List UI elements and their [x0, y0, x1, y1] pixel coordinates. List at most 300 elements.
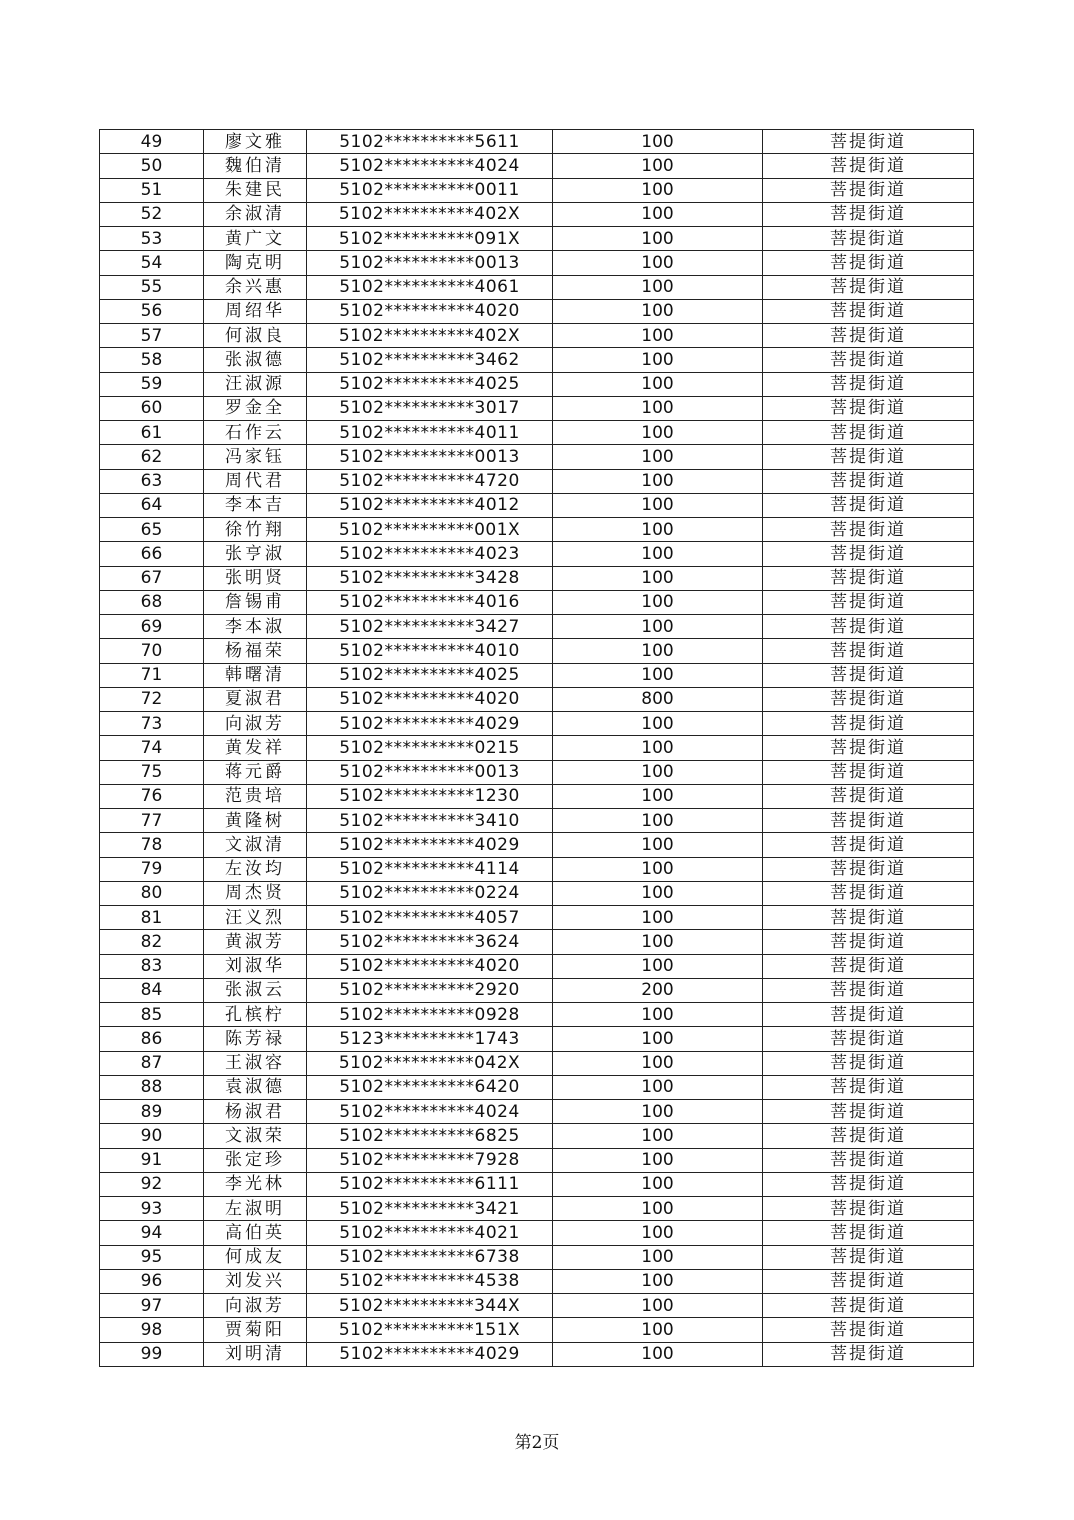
- amount-cell: 100: [553, 130, 763, 154]
- amount-cell: 100: [553, 299, 763, 323]
- name-cell: 贾菊阳: [204, 1318, 307, 1342]
- table-row: [100, 615, 974, 639]
- name-cell: 余淑清: [204, 202, 307, 226]
- amount-cell: 100: [553, 202, 763, 226]
- table-row: [100, 372, 974, 396]
- name-cell: 黄广文: [204, 227, 307, 251]
- street-cell: 菩提街道: [763, 881, 974, 905]
- table-row: [100, 154, 974, 178]
- street-cell: 菩提街道: [763, 493, 974, 517]
- amount-cell: 100: [553, 227, 763, 251]
- row-number-cell: 55: [100, 275, 204, 299]
- table-row: [100, 1342, 974, 1366]
- row-number-cell: 91: [100, 1148, 204, 1172]
- table-row: [100, 1318, 974, 1342]
- id-number-cell: 5102**********4538: [307, 1269, 553, 1293]
- id-number-cell: 5102**********4016: [307, 590, 553, 614]
- row-number-cell: 73: [100, 712, 204, 736]
- amount-cell: 100: [553, 1197, 763, 1221]
- row-number-cell: 89: [100, 1100, 204, 1124]
- table-row: [100, 469, 974, 493]
- name-cell: 廖文雅: [204, 130, 307, 154]
- name-cell: 黄隆树: [204, 809, 307, 833]
- street-cell: 菩提街道: [763, 639, 974, 663]
- row-number-cell: 76: [100, 784, 204, 808]
- amount-cell: 100: [553, 493, 763, 517]
- row-number-cell: 92: [100, 1172, 204, 1196]
- id-number-cell: 5102**********7928: [307, 1148, 553, 1172]
- row-number-cell: 50: [100, 154, 204, 178]
- amount-cell: 100: [553, 445, 763, 469]
- id-number-cell: 5102**********4029: [307, 712, 553, 736]
- street-cell: 菩提街道: [763, 784, 974, 808]
- street-cell: 菩提街道: [763, 663, 974, 687]
- table-row: [100, 518, 974, 542]
- table-row: [100, 1269, 974, 1293]
- table-row: [100, 445, 974, 469]
- row-number-cell: 81: [100, 906, 204, 930]
- table-row: [100, 275, 974, 299]
- table-row: [100, 1027, 974, 1051]
- name-cell: 向淑芳: [204, 712, 307, 736]
- table-row: [100, 809, 974, 833]
- name-cell: 何成友: [204, 1245, 307, 1269]
- id-number-cell: 5102**********0224: [307, 881, 553, 905]
- name-cell: 王淑容: [204, 1051, 307, 1075]
- amount-cell: 100: [553, 1342, 763, 1366]
- table-row: [100, 857, 974, 881]
- street-cell: 菩提街道: [763, 687, 974, 711]
- id-number-cell: 5102**********4010: [307, 639, 553, 663]
- amount-cell: 100: [553, 639, 763, 663]
- name-cell: 石作云: [204, 421, 307, 445]
- row-number-cell: 69: [100, 615, 204, 639]
- name-cell: 周绍华: [204, 299, 307, 323]
- name-cell: 余兴惠: [204, 275, 307, 299]
- street-cell: 菩提街道: [763, 978, 974, 1002]
- name-cell: 左汝均: [204, 857, 307, 881]
- row-number-cell: 71: [100, 663, 204, 687]
- name-cell: 左淑明: [204, 1197, 307, 1221]
- amount-cell: 100: [553, 930, 763, 954]
- id-number-cell: 5102**********0013: [307, 251, 553, 275]
- name-cell: 范贵培: [204, 784, 307, 808]
- street-cell: 菩提街道: [763, 299, 974, 323]
- row-number-cell: 88: [100, 1075, 204, 1099]
- id-number-cell: 5102**********3428: [307, 566, 553, 590]
- street-cell: 菩提街道: [763, 930, 974, 954]
- amount-cell: 100: [553, 566, 763, 590]
- id-number-cell: 5102**********3624: [307, 930, 553, 954]
- id-number-cell: 5123**********1743: [307, 1027, 553, 1051]
- table-row: [100, 202, 974, 226]
- table-row: [100, 178, 974, 202]
- id-number-cell: 5102**********5611: [307, 130, 553, 154]
- row-number-cell: 77: [100, 809, 204, 833]
- amount-cell: 100: [553, 1100, 763, 1124]
- amount-cell: 100: [553, 1124, 763, 1148]
- row-number-cell: 59: [100, 372, 204, 396]
- id-number-cell: 5102**********4114: [307, 857, 553, 881]
- id-number-cell: 5102**********3427: [307, 615, 553, 639]
- row-number-cell: 66: [100, 542, 204, 566]
- street-cell: 菩提街道: [763, 421, 974, 445]
- name-cell: 杨淑君: [204, 1100, 307, 1124]
- amount-cell: 100: [553, 1051, 763, 1075]
- amount-cell: 100: [553, 372, 763, 396]
- id-number-cell: 5102**********0011: [307, 178, 553, 202]
- street-cell: 菩提街道: [763, 1148, 974, 1172]
- id-number-cell: 5102**********4057: [307, 906, 553, 930]
- id-number-cell: 5102**********344X: [307, 1294, 553, 1318]
- row-number-cell: 99: [100, 1342, 204, 1366]
- id-number-cell: 5102**********4012: [307, 493, 553, 517]
- name-cell: 陶克明: [204, 251, 307, 275]
- amount-cell: 100: [553, 1172, 763, 1196]
- amount-cell: 100: [553, 396, 763, 420]
- table-row: [100, 954, 974, 978]
- table-row: [100, 566, 974, 590]
- id-number-cell: 5102**********151X: [307, 1318, 553, 1342]
- amount-cell: 100: [553, 736, 763, 760]
- name-cell: 何淑良: [204, 324, 307, 348]
- row-number-cell: 58: [100, 348, 204, 372]
- row-number-cell: 93: [100, 1197, 204, 1221]
- page-number: 第2页: [514, 1433, 560, 1453]
- table-row: [100, 1075, 974, 1099]
- street-cell: 菩提街道: [763, 469, 974, 493]
- amount-cell: 100: [553, 1003, 763, 1027]
- row-number-cell: 67: [100, 566, 204, 590]
- table-row: [100, 1124, 974, 1148]
- street-cell: 菩提街道: [763, 227, 974, 251]
- row-number-cell: 64: [100, 493, 204, 517]
- amount-cell: 100: [553, 954, 763, 978]
- street-cell: 菩提街道: [763, 906, 974, 930]
- amount-cell: 100: [553, 348, 763, 372]
- id-number-cell: 5102**********6825: [307, 1124, 553, 1148]
- table-row: [100, 906, 974, 930]
- amount-cell: 100: [553, 518, 763, 542]
- row-number-cell: 63: [100, 469, 204, 493]
- table-row: [100, 978, 974, 1002]
- row-number-cell: 54: [100, 251, 204, 275]
- table-row: [100, 1172, 974, 1196]
- street-cell: 菩提街道: [763, 542, 974, 566]
- row-number-cell: 80: [100, 881, 204, 905]
- name-cell: 韩曙清: [204, 663, 307, 687]
- id-number-cell: 5102**********4024: [307, 1100, 553, 1124]
- street-cell: 菩提街道: [763, 1318, 974, 1342]
- street-cell: 菩提街道: [763, 857, 974, 881]
- table-row: [100, 1197, 974, 1221]
- table-row: [100, 1003, 974, 1027]
- street-cell: 菩提街道: [763, 154, 974, 178]
- amount-cell: 100: [553, 154, 763, 178]
- row-number-cell: 72: [100, 687, 204, 711]
- id-number-cell: 5102**********6420: [307, 1075, 553, 1099]
- id-number-cell: 5102**********4020: [307, 954, 553, 978]
- amount-cell: 100: [553, 906, 763, 930]
- amount-cell: 100: [553, 1245, 763, 1269]
- amount-cell: 100: [553, 615, 763, 639]
- amount-cell: 100: [553, 1221, 763, 1245]
- row-number-cell: 49: [100, 130, 204, 154]
- amount-cell: 100: [553, 857, 763, 881]
- row-number-cell: 78: [100, 833, 204, 857]
- amount-cell: 100: [553, 421, 763, 445]
- name-cell: 张明贤: [204, 566, 307, 590]
- amount-cell: 100: [553, 760, 763, 784]
- table-row: [100, 324, 974, 348]
- amount-cell: 100: [553, 1075, 763, 1099]
- amount-cell: 200: [553, 978, 763, 1002]
- row-number-cell: 84: [100, 978, 204, 1002]
- street-cell: 菩提街道: [763, 1003, 974, 1027]
- street-cell: 菩提街道: [763, 518, 974, 542]
- row-number-cell: 52: [100, 202, 204, 226]
- table-row: [100, 784, 974, 808]
- id-number-cell: 5102**********2920: [307, 978, 553, 1002]
- table-row: [100, 1148, 974, 1172]
- id-number-cell: 5102**********4029: [307, 1342, 553, 1366]
- name-cell: 张淑德: [204, 348, 307, 372]
- id-number-cell: 5102**********0928: [307, 1003, 553, 1027]
- amount-cell: 100: [553, 1027, 763, 1051]
- id-number-cell: 5102**********6738: [307, 1245, 553, 1269]
- street-cell: 菩提街道: [763, 202, 974, 226]
- row-number-cell: 70: [100, 639, 204, 663]
- street-cell: 菩提街道: [763, 178, 974, 202]
- amount-cell: 100: [553, 469, 763, 493]
- row-number-cell: 98: [100, 1318, 204, 1342]
- payment-list-table: [99, 129, 974, 1367]
- table-row: [100, 227, 974, 251]
- row-number-cell: 90: [100, 1124, 204, 1148]
- name-cell: 向淑芳: [204, 1294, 307, 1318]
- id-number-cell: 5102**********4061: [307, 275, 553, 299]
- amount-cell: 100: [553, 1148, 763, 1172]
- table-row: [100, 1221, 974, 1245]
- row-number-cell: 68: [100, 590, 204, 614]
- name-cell: 张定珍: [204, 1148, 307, 1172]
- street-cell: 菩提街道: [763, 1245, 974, 1269]
- row-number-cell: 79: [100, 857, 204, 881]
- amount-cell: 100: [553, 712, 763, 736]
- id-number-cell: 5102**********4021: [307, 1221, 553, 1245]
- name-cell: 张亨淑: [204, 542, 307, 566]
- id-number-cell: 5102**********4020: [307, 299, 553, 323]
- id-number-cell: 5102**********4023: [307, 542, 553, 566]
- table-row: [100, 421, 974, 445]
- street-cell: 菩提街道: [763, 1342, 974, 1366]
- id-number-cell: 5102**********0215: [307, 736, 553, 760]
- row-number-cell: 61: [100, 421, 204, 445]
- row-number-cell: 82: [100, 930, 204, 954]
- street-cell: 菩提街道: [763, 275, 974, 299]
- street-cell: 菩提街道: [763, 324, 974, 348]
- row-number-cell: 95: [100, 1245, 204, 1269]
- table-row: [100, 736, 974, 760]
- name-cell: 李本淑: [204, 615, 307, 639]
- street-cell: 菩提街道: [763, 1100, 974, 1124]
- table-row: [100, 493, 974, 517]
- name-cell: 冯家钰: [204, 445, 307, 469]
- amount-cell: 100: [553, 1269, 763, 1293]
- street-cell: 菩提街道: [763, 251, 974, 275]
- table-row: [100, 299, 974, 323]
- street-cell: 菩提街道: [763, 712, 974, 736]
- name-cell: 詹锡甫: [204, 590, 307, 614]
- street-cell: 菩提街道: [763, 1124, 974, 1148]
- row-number-cell: 65: [100, 518, 204, 542]
- table-row: [100, 930, 974, 954]
- table-row: [100, 663, 974, 687]
- name-cell: 蒋元爵: [204, 760, 307, 784]
- amount-cell: 800: [553, 687, 763, 711]
- row-number-cell: 85: [100, 1003, 204, 1027]
- table-row: [100, 712, 974, 736]
- name-cell: 徐竹翔: [204, 518, 307, 542]
- name-cell: 罗金全: [204, 396, 307, 420]
- id-number-cell: 5102**********3421: [307, 1197, 553, 1221]
- name-cell: 文淑清: [204, 833, 307, 857]
- name-cell: 黄发祥: [204, 736, 307, 760]
- row-number-cell: 96: [100, 1269, 204, 1293]
- amount-cell: 100: [553, 251, 763, 275]
- table-row: [100, 348, 974, 372]
- id-number-cell: 5102**********4011: [307, 421, 553, 445]
- table-row: [100, 396, 974, 420]
- name-cell: 刘淑华: [204, 954, 307, 978]
- name-cell: 刘明清: [204, 1342, 307, 1366]
- row-number-cell: 83: [100, 954, 204, 978]
- row-number-cell: 60: [100, 396, 204, 420]
- row-number-cell: 53: [100, 227, 204, 251]
- name-cell: 高伯英: [204, 1221, 307, 1245]
- id-number-cell: 5102**********4025: [307, 372, 553, 396]
- amount-cell: 100: [553, 663, 763, 687]
- name-cell: 李本吉: [204, 493, 307, 517]
- street-cell: 菩提街道: [763, 348, 974, 372]
- name-cell: 文淑荣: [204, 1124, 307, 1148]
- table-row: [100, 130, 974, 154]
- street-cell: 菩提街道: [763, 590, 974, 614]
- table-row: [100, 1051, 974, 1075]
- table-row: [100, 639, 974, 663]
- street-cell: 菩提街道: [763, 615, 974, 639]
- row-number-cell: 56: [100, 299, 204, 323]
- street-cell: 菩提街道: [763, 1172, 974, 1196]
- amount-cell: 100: [553, 881, 763, 905]
- row-number-cell: 75: [100, 760, 204, 784]
- id-number-cell: 5102**********402X: [307, 324, 553, 348]
- name-cell: 夏淑君: [204, 687, 307, 711]
- name-cell: 杨福荣: [204, 639, 307, 663]
- amount-cell: 100: [553, 590, 763, 614]
- table-row: [100, 590, 974, 614]
- id-number-cell: 5102**********3410: [307, 809, 553, 833]
- row-number-cell: 62: [100, 445, 204, 469]
- street-cell: 菩提街道: [763, 760, 974, 784]
- name-cell: 张淑云: [204, 978, 307, 1002]
- table-body: [100, 130, 974, 1367]
- name-cell: 魏伯清: [204, 154, 307, 178]
- row-number-cell: 87: [100, 1051, 204, 1075]
- street-cell: 菩提街道: [763, 1197, 974, 1221]
- name-cell: 黄淑芳: [204, 930, 307, 954]
- table-row: [100, 1100, 974, 1124]
- amount-cell: 100: [553, 809, 763, 833]
- row-number-cell: 74: [100, 736, 204, 760]
- street-cell: 菩提街道: [763, 1027, 974, 1051]
- id-number-cell: 5102**********4024: [307, 154, 553, 178]
- street-cell: 菩提街道: [763, 1269, 974, 1293]
- table-row: [100, 1294, 974, 1318]
- street-cell: 菩提街道: [763, 1051, 974, 1075]
- amount-cell: 100: [553, 784, 763, 808]
- row-number-cell: 57: [100, 324, 204, 348]
- amount-cell: 100: [553, 324, 763, 348]
- street-cell: 菩提街道: [763, 445, 974, 469]
- name-cell: 周杰贤: [204, 881, 307, 905]
- street-cell: 菩提街道: [763, 372, 974, 396]
- id-number-cell: 5102**********1230: [307, 784, 553, 808]
- id-number-cell: 5102**********091X: [307, 227, 553, 251]
- id-number-cell: 5102**********3462: [307, 348, 553, 372]
- id-number-cell: 5102**********4020: [307, 687, 553, 711]
- row-number-cell: 97: [100, 1294, 204, 1318]
- table-row: [100, 760, 974, 784]
- street-cell: 菩提街道: [763, 566, 974, 590]
- table-row: [100, 833, 974, 857]
- name-cell: 刘发兴: [204, 1269, 307, 1293]
- name-cell: 李光林: [204, 1172, 307, 1196]
- id-number-cell: 5102**********0013: [307, 760, 553, 784]
- table-row: [100, 542, 974, 566]
- id-number-cell: 5102**********3017: [307, 396, 553, 420]
- name-cell: 陈芳禄: [204, 1027, 307, 1051]
- row-number-cell: 94: [100, 1221, 204, 1245]
- street-cell: 菩提街道: [763, 130, 974, 154]
- name-cell: 周代君: [204, 469, 307, 493]
- id-number-cell: 5102**********4720: [307, 469, 553, 493]
- name-cell: 汪淑源: [204, 372, 307, 396]
- table-row: [100, 687, 974, 711]
- street-cell: 菩提街道: [763, 396, 974, 420]
- id-number-cell: 5102**********042X: [307, 1051, 553, 1075]
- row-number-cell: 86: [100, 1027, 204, 1051]
- table-row: [100, 1245, 974, 1269]
- amount-cell: 100: [553, 1318, 763, 1342]
- row-number-cell: 51: [100, 178, 204, 202]
- id-number-cell: 5102**********4025: [307, 663, 553, 687]
- id-number-cell: 5102**********0013: [307, 445, 553, 469]
- id-number-cell: 5102**********001X: [307, 518, 553, 542]
- street-cell: 菩提街道: [763, 736, 974, 760]
- name-cell: 袁淑德: [204, 1075, 307, 1099]
- street-cell: 菩提街道: [763, 833, 974, 857]
- street-cell: 菩提街道: [763, 1221, 974, 1245]
- table-row: [100, 251, 974, 275]
- table-row: [100, 881, 974, 905]
- id-number-cell: 5102**********6111: [307, 1172, 553, 1196]
- id-number-cell: 5102**********402X: [307, 202, 553, 226]
- amount-cell: 100: [553, 542, 763, 566]
- amount-cell: 100: [553, 1294, 763, 1318]
- street-cell: 菩提街道: [763, 1294, 974, 1318]
- amount-cell: 100: [553, 275, 763, 299]
